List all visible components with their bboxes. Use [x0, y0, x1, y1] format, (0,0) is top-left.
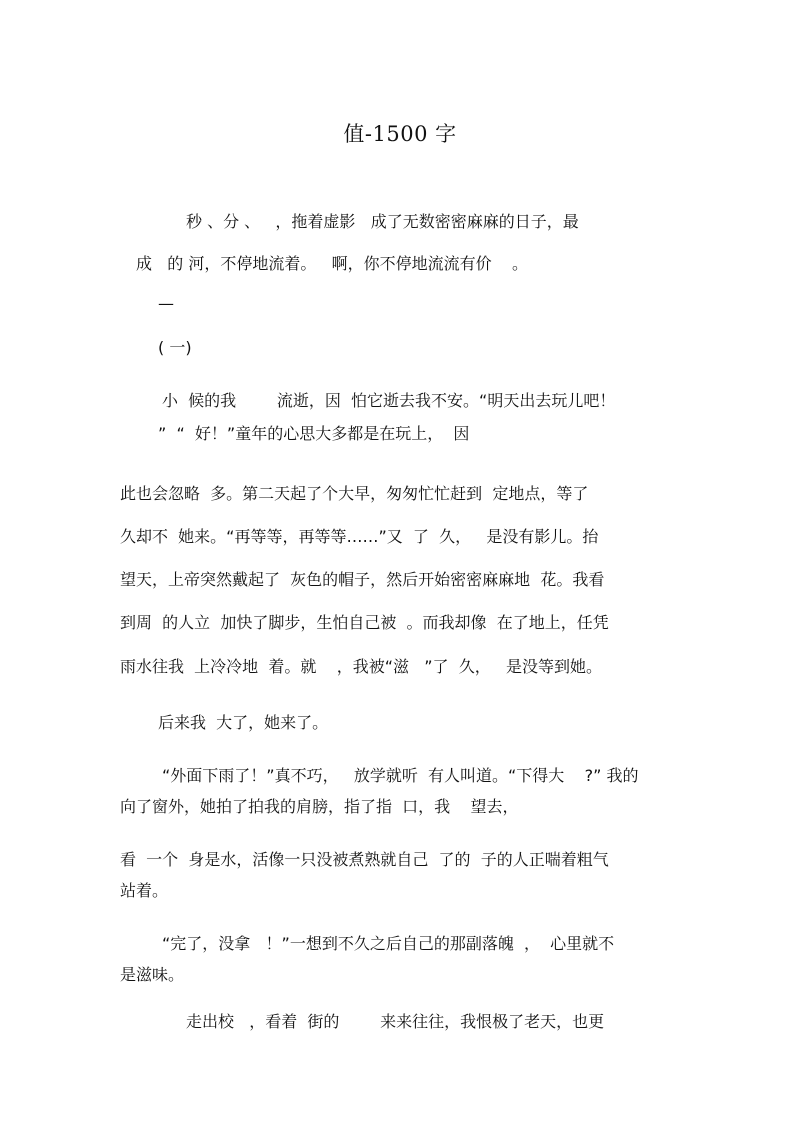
text-line: 成 的 河，不停地流着。 啊，你不停地流流有价 。: [136, 254, 528, 273]
text-line: 是滋味。: [120, 965, 185, 984]
section-dash: —: [158, 294, 174, 313]
section-heading: ( 一): [158, 338, 192, 357]
document-title: 值-1500 字: [343, 122, 457, 146]
text-line: 此也会忽略 多。第二天起了个大早，匆匆忙忙赶到 定地点，等了: [120, 484, 589, 503]
text-line: “完了，没拿 ！”一想到不久之后自己的那副落魄 ， 心里就不: [162, 934, 615, 953]
text-line: 后来我 大了，她来了。: [158, 713, 329, 732]
text-line: 走出校 ，看着 街的 来来往往，我恨极了老天，也更: [186, 1012, 605, 1031]
text-line: 站着。: [120, 881, 169, 900]
text-line: “外面下雨了！”真不巧， 放学就听 有人叫道。“下得大 ?” 我的: [162, 766, 639, 785]
text-line: 久却不 她来。“再等等，再等等……”又 了 久， 是没有影儿。抬: [120, 527, 599, 546]
text-line: 秒 、分 、 ，拖着虚影 成了无数密密麻麻的日子，最: [186, 212, 579, 231]
text-line: 到周 的人立 加快了脚步，生怕自己被 。而我却像 在了地上，任凭: [120, 613, 609, 632]
text-line: 看 一个 身是水，活像一只没被煮熟就自己 了的 子的人正喘着粗气: [120, 850, 609, 869]
text-line: 小 候的我 流逝，因 怕它逝去我不安。“明天出去玩儿吧！: [162, 391, 616, 410]
text-line: 望天，上帝突然戴起了 灰色的帽子，然后开始密密麻麻地 花。我看: [120, 570, 605, 589]
text-line: 向了窗外，她拍了拍我的肩膀，指了指 口，我 望去，: [120, 797, 519, 816]
text-line: 雨水往我 上冷冷地 着。就 ，我被“滋 ”了 久， 是没等到她。: [120, 657, 602, 676]
text-line: ” “ 好！”童年的心思大多都是在玩上， 因: [158, 424, 470, 443]
